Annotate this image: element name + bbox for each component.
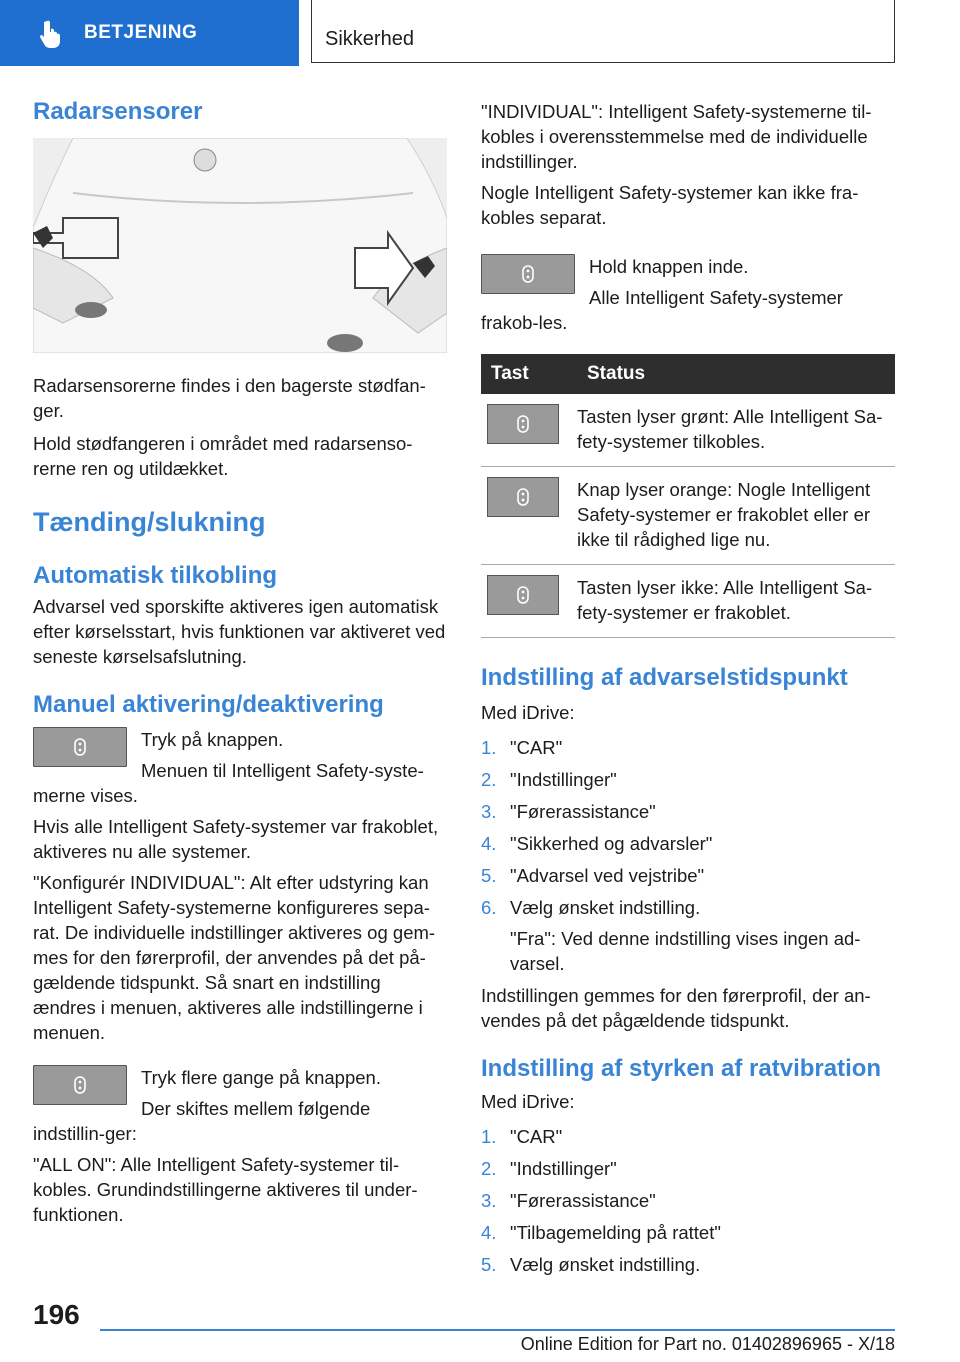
idrive-text-2: Med iDrive: <box>481 1091 575 1112</box>
heading-advarselstidspunkt: Indstilling af advarselstidspunkt <box>481 664 848 691</box>
topic-box <box>311 0 895 63</box>
safety-button-image <box>487 404 559 444</box>
table-header-tast: Tast <box>481 354 577 394</box>
table-cell-status: Tasten lyser grønt: Alle Intelligent Sa-fety-systemer tilkobles. <box>577 394 895 467</box>
intelligent-safety-icon <box>70 1075 90 1095</box>
list-item: 3. "Førerassistance" <box>481 801 656 822</box>
list-item: 5. "Advarsel ved vejstribe" <box>481 865 705 886</box>
right-column <box>481 99 895 1284</box>
manuel-text-7: "ALL ON": Alle Intelligent Safety-systemer til-kobles. Grundindstillingerne aktiveres til under-funktionen. <box>33 1154 418 1225</box>
intelligent-safety-icon <box>518 264 538 284</box>
manuel-text-2: Menuen til Intelligent Safety-syste-merne vises. <box>33 760 424 806</box>
edition-text: Online Edition for Part no. 01402896965 - X/18 <box>520 1334 895 1354</box>
manuel-text-1: Tryk på knappen. <box>141 729 284 750</box>
list-item: 5. Vælg ønsket indstilling. <box>481 1254 701 1275</box>
list-item: 1. "CAR" <box>481 1126 563 1147</box>
table-row <box>481 565 895 638</box>
manuel-text-4: "Konfigurér INDIVIDUAL": Alt efter udstyring kan Intelligent Safety-systemerne konfigureres sepa-rat. De individuelle indstillinger aktiveres og gem-mes for den førerprofil, der anvendes på det på-gældende tidspunkt. Så snart en indstilling ændres i menuen, aktiveres alle indstillingerne i menuen. <box>33 872 436 1043</box>
intelligent-safety-icon <box>513 414 533 434</box>
list-item: 2. "Indstillinger" <box>481 769 617 790</box>
gemmes-text: Indstillingen gemmes for den førerprofil, der an-vendes på det pågældende tidspunkt. <box>481 985 871 1031</box>
section-tab <box>0 0 299 66</box>
table-cell-status: Knap lyser orange: Nogle Intelligent Safety-systemer er frakoblet eller er ikke til rådighed lige nu. <box>577 467 895 565</box>
table-header-status: Status <box>577 354 895 394</box>
page-number: 196 <box>33 1299 80 1330</box>
manuel-block-2 <box>33 1065 447 1146</box>
separat-text: Nogle Intelligent Safety-systemer kan ikke fra-kobles separat. <box>481 182 859 228</box>
list-item: 1. "CAR" <box>481 737 563 758</box>
car-rear-illustration <box>33 138 447 353</box>
list-item: 6. Vælg ønsket indstilling. "Fra": Ved denne indstilling vises ingen ad-varsel. <box>481 895 895 976</box>
status-table <box>481 354 895 638</box>
page-header <box>0 0 960 66</box>
frakobles-text: Alle Intelligent Safety-systemer frakob-les. <box>481 287 843 333</box>
topic-label: Sikkerhed <box>325 28 414 50</box>
safety-button-image <box>33 1065 127 1105</box>
list-item: 4. "Sikkerhed og advarsler" <box>481 833 713 854</box>
safety-button-image <box>487 575 559 615</box>
table-row <box>481 467 895 565</box>
table-cell-status: Tasten lyser ikke: Alle Intelligent Sa-fety-systemer er frakoblet. <box>577 565 895 638</box>
intelligent-safety-icon <box>513 487 533 507</box>
heading-ratvibration: Indstilling af styrken af ratvibration <box>481 1055 882 1082</box>
steps-list-2 <box>481 1124 895 1277</box>
list-item: 2. "Indstillinger" <box>481 1158 617 1179</box>
heading-taending: Tænding/slukning <box>33 507 266 537</box>
table-row <box>481 394 895 467</box>
safety-button-image <box>33 727 127 767</box>
list-subtext: "Fra": Ved denne indstilling vises ingen ad-varsel. <box>510 928 861 974</box>
hold-text: Hold knappen inde. <box>589 256 749 277</box>
manuel-text-5: Tryk flere gange på knappen. <box>141 1067 381 1088</box>
safety-button-image <box>481 254 575 294</box>
manuel-text-6: Der skiftes mellem følgende indstillin-ger: <box>33 1098 371 1144</box>
section-label: BETJENING <box>84 22 198 43</box>
intelligent-safety-icon <box>70 737 90 757</box>
auto-text: Advarsel ved sporskifte aktiveres igen automatisk efter kørselsstart, hvis funktionen var aktiveret ved seneste kørselsafslutning. <box>33 596 446 667</box>
safety-button-image <box>487 477 559 517</box>
heading-radar: Radarsensorer <box>33 98 203 125</box>
list-item: 3. "Førerassistance" <box>481 1190 656 1211</box>
radar-text-1: Radarsensorerne findes i den bagerste stødfan-ger. <box>33 375 426 421</box>
hand-pointer-icon <box>38 18 68 48</box>
manuel-block-1 <box>33 727 447 808</box>
individual-text: "INDIVIDUAL": Intelligent Safety-systemerne til-kobles i overensstemmelse med de individuelle indstillinger. <box>481 101 872 172</box>
intelligent-safety-icon <box>513 585 533 605</box>
car-rear-image <box>33 138 447 353</box>
steps-list-1 <box>481 735 895 976</box>
heading-manuel: Manuel aktivering/deaktivering <box>33 691 384 718</box>
radar-text-2: Hold stødfangeren i området med radarsenso-rerne ren og utildækket. <box>33 433 413 479</box>
hold-block <box>481 254 895 335</box>
left-column <box>33 98 447 1227</box>
manuel-text-3: Hvis alle Intelligent Safety-systemer var frakoblet, aktiveres nu alle systemer. <box>33 816 439 862</box>
idrive-text-1: Med iDrive: <box>481 702 575 723</box>
footer-divider <box>100 1329 895 1331</box>
list-item: 4. "Tilbagemelding på rattet" <box>481 1222 721 1243</box>
heading-automatisk: Automatisk tilkobling <box>33 562 278 589</box>
